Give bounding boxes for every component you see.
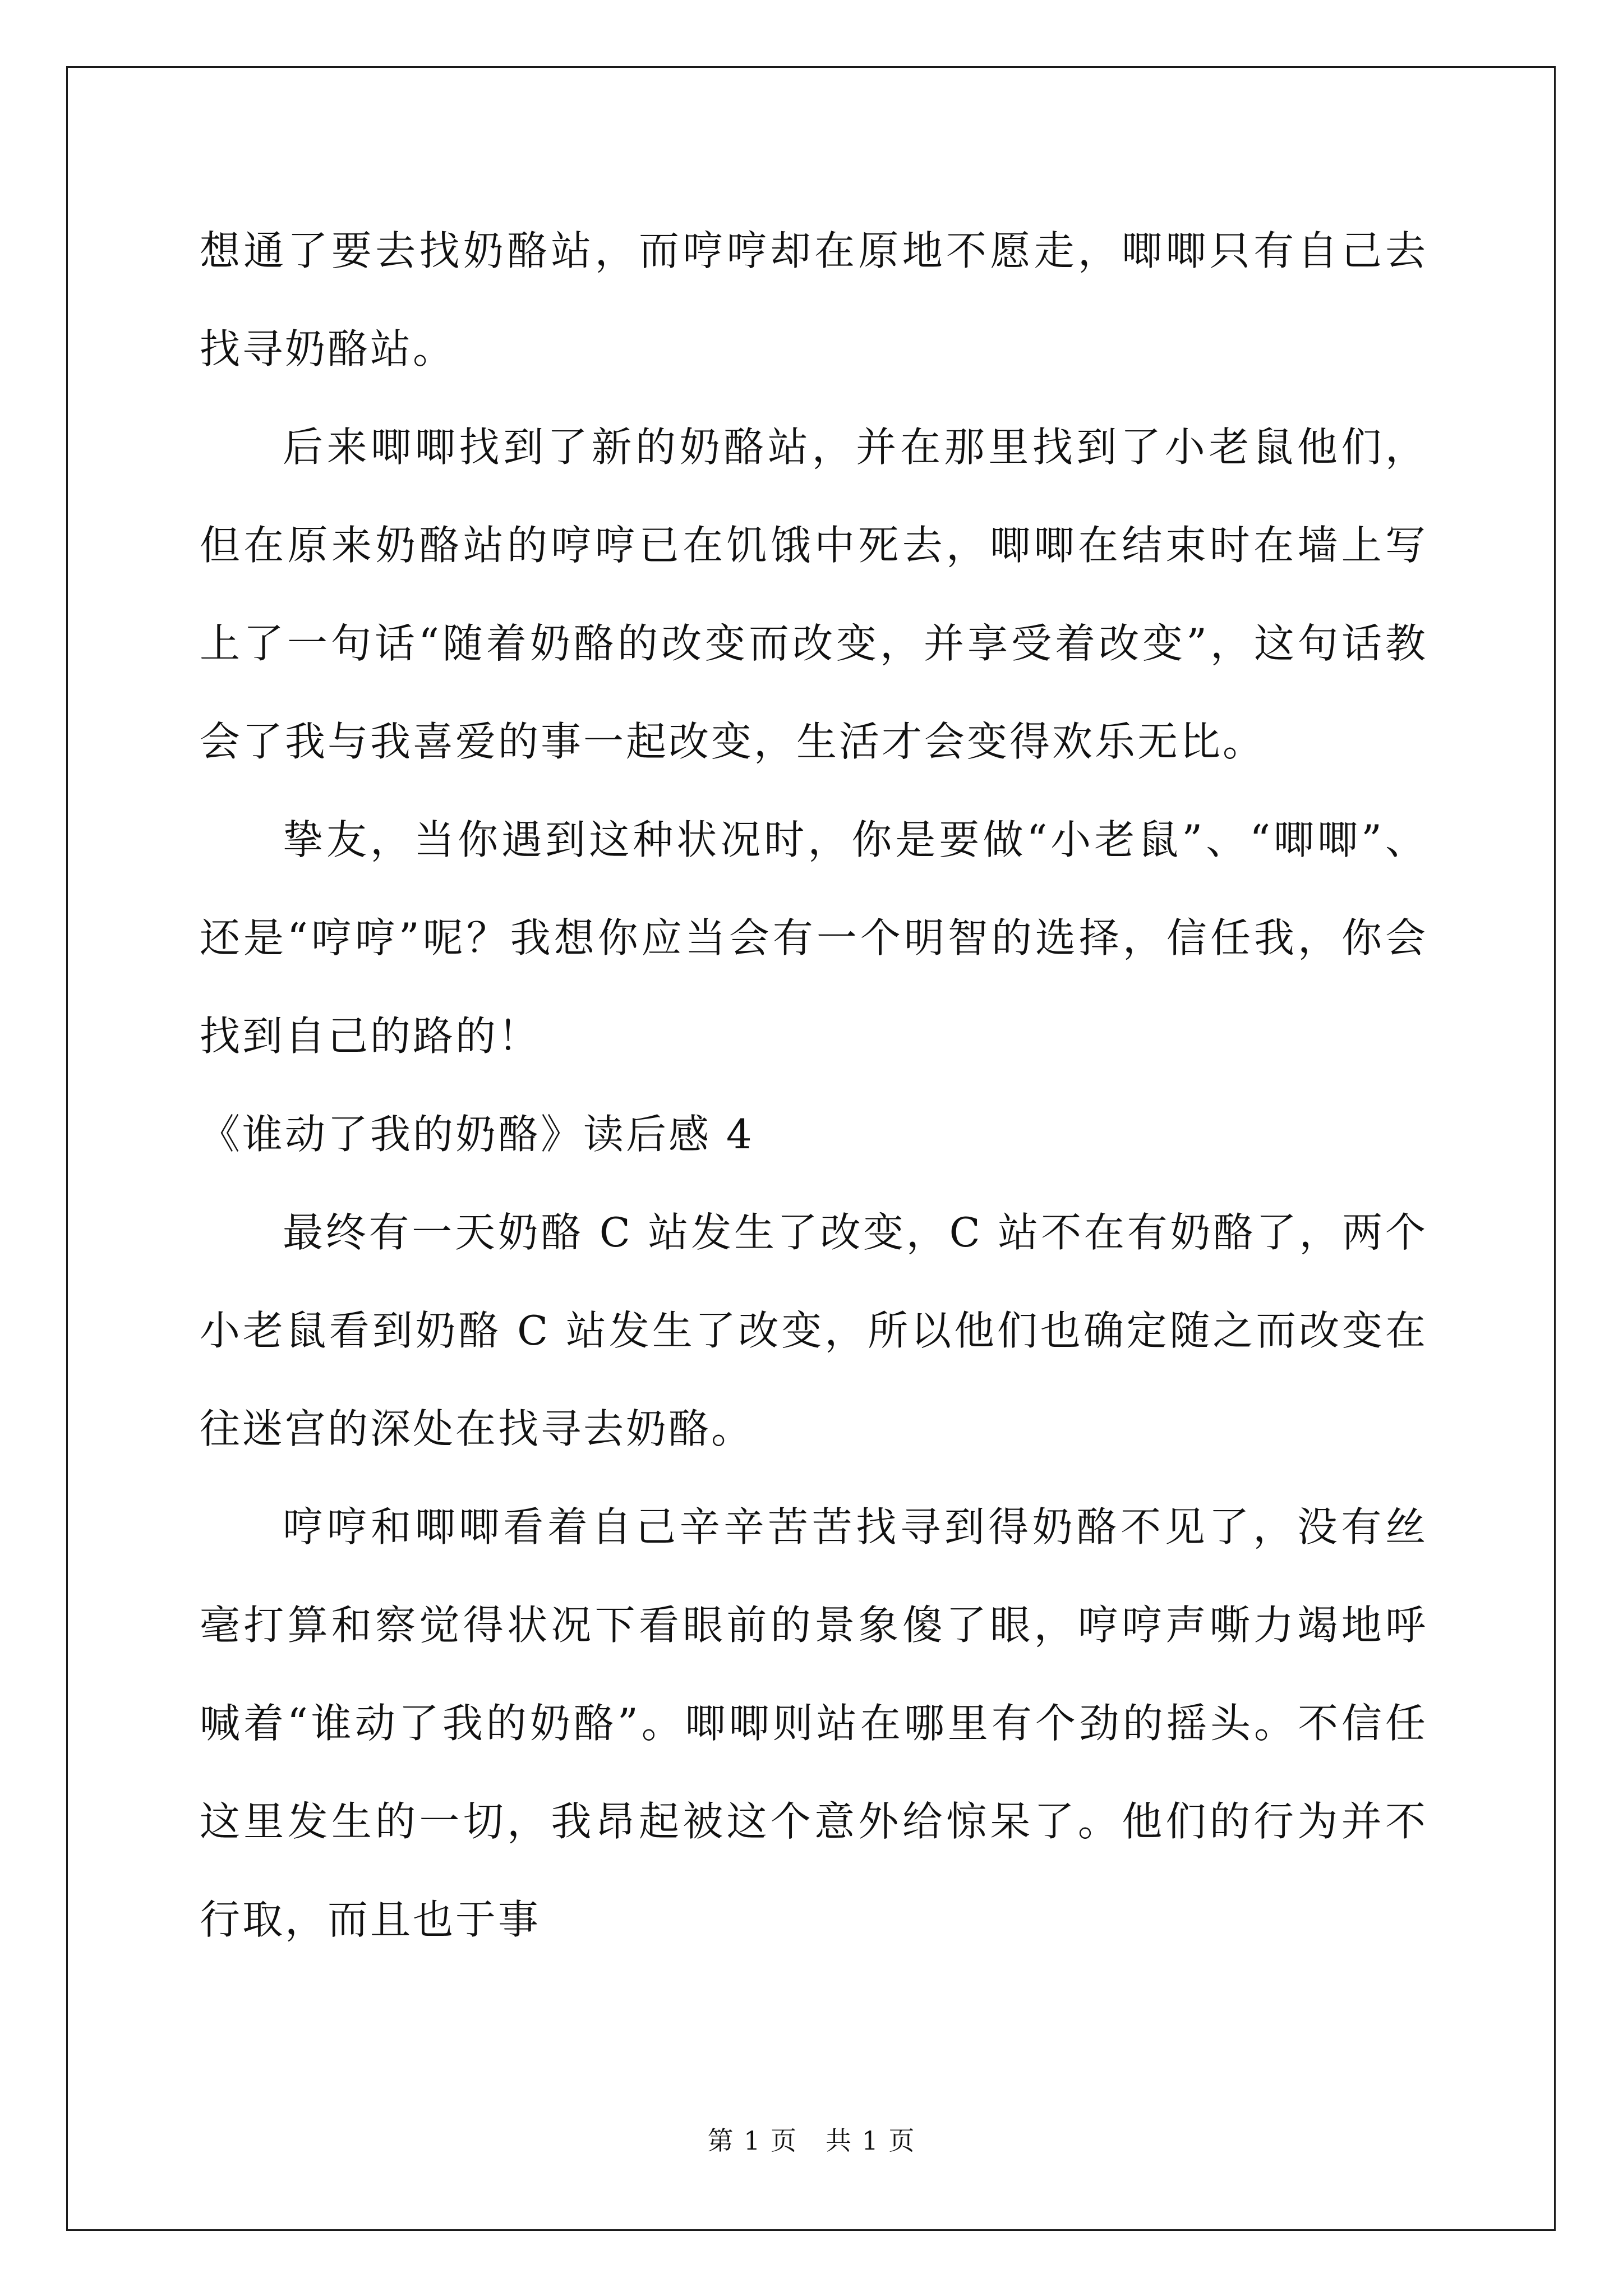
- page-number: 第 1 页: [707, 2125, 798, 2156]
- section-heading: 《谁动了我的奶酪》读后感 4: [200, 1111, 754, 1158]
- document-body: [200, 202, 1428, 1969]
- paragraph-3: 挚友，当你遇到这种状况时，你是要做“小老鼠”、“唧唧”、还是“哼哼”呢？我想你应当会有一个明智的选择，信任我，你会找到自己的路的！: [200, 816, 1428, 1060]
- page-footer: [0, 2120, 1623, 2157]
- paragraph-1: 想通了要去找奶酪站，而哼哼却在原地不愿走，唧唧只有自己去找寻奶酪站。: [200, 227, 1428, 372]
- paragraph-5: 哼哼和唧唧看着自己辛辛苦苦找寻到得奶酪不见了，没有丝毫打算和察觉得状况下看眼前的景象傻了眼，哼哼声嘶力竭地呼喊着“谁动了我的奶酪”。唧唧则站在哪里有个劲的摇头。不信任这里发生的一切，我昂起被这个意外给惊呆了。他们的行为并不行取，而且也于事: [200, 1503, 1428, 1943]
- page-total: 共 1 页: [825, 2125, 916, 2156]
- paragraph-4: 最终有一天奶酪 C 站发生了改变，C 站不在有奶酪了，两个小老鼠看到奶酪 C 站发生了改变，所以他们也确定随之而改变在往迷宫的深处在找寻去奶酪。: [200, 1209, 1428, 1452]
- paragraph-2: 后来唧唧找到了新的奶酪站，并在那里找到了小老鼠他们，但在原来奶酪站的哼哼已在饥饿中死去，唧唧在结束时在墙上写上了一句话“随着奶酪的改变而改变，并享受着改变”，这句话教会了我与我喜爱的事一起改变，生活才会变得欢乐无比。: [200, 424, 1428, 765]
